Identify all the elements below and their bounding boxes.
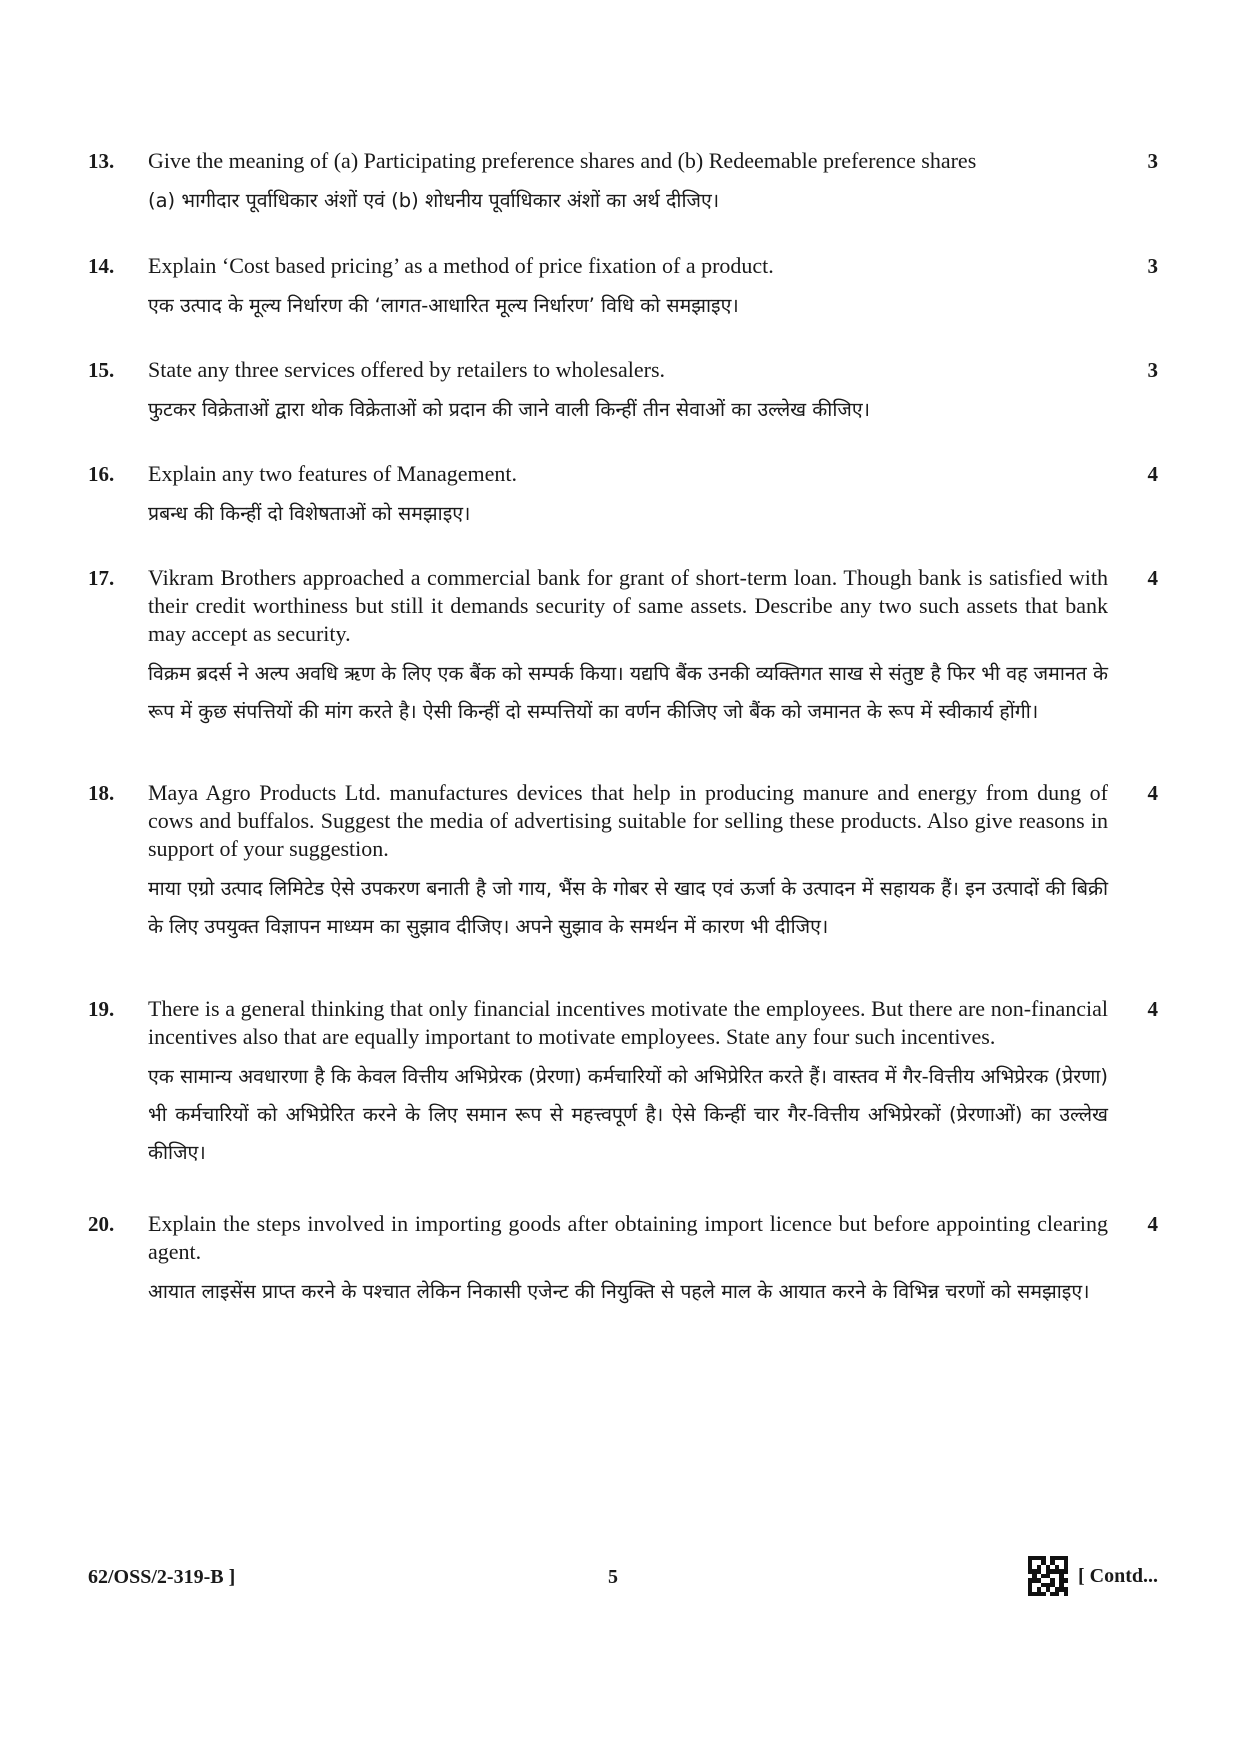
question-16 <box>88 460 1158 533</box>
question-text-hindi: प्रबन्ध की किन्हीं दो विशेषताओं को समझाइए। <box>148 502 471 525</box>
question-text-english: There is a general thinking that only financial incentives motivate the employees. But there are non-financial incentives also that are equally important to motivate employees. State any four such incentives. <box>148 996 1108 1049</box>
question-text-english: State any three services offered by retailers to wholesalers. <box>148 357 665 382</box>
question-13 <box>88 147 1158 220</box>
question-marks: 3 <box>1147 254 1158 278</box>
question-17 <box>88 564 1158 731</box>
question-text-hindi: एक सामान्य अवधारणा है कि केवल वित्तीय अभिप्रेरक (प्रेरणा) कर्मचारियों को अभिप्रेरित करते हैं। वास्तव में गैर-वित्तीय अभिप्रेरक (प्रेरणा) भी कर्मचारियों को अभिप्रेरित करने के लिए समान रूप से महत्त्वपूर्ण है। ऐसे किन्हीं चार गैर-वित्तीय अभिप्रेरकों (प्रेरणाओं) का उल्लेख कीजिए। <box>148 1065 1108 1164</box>
question-text-english: Maya Agro Products Ltd. manufactures devices that help in producing manure and energy from dung of cows and buffalos. Suggest the media of advertising suitable for selling these products. Also give reasons in support of your suggestion. <box>148 780 1108 861</box>
question-text-hindi: विक्रम ब्रदर्स ने अल्प अवधि ऋण के लिए एक बैंक को सम्पर्क किया। यद्यपि बैंक उनकी व्यक्तिगत साख से संतुष्ट है फिर भी वह जमानत के रूप में कुछ संपत्तियों की मांग करते है। ऐसी किन्हीं दो सम्पत्तियों का वर्णन कीजिए जो बैंक को जमानत के रूप में स्वीकार्य होंगी। <box>148 662 1108 723</box>
question-19 <box>88 995 1158 1172</box>
question-text-english: Explain the steps involved in importing goods after obtaining import licence but before appointing clearing agent. <box>148 1211 1108 1264</box>
footer-right-group <box>1028 1556 1158 1596</box>
question-number: 19. <box>88 997 115 1021</box>
question-number: 16. <box>88 462 115 486</box>
question-marks: 4 <box>1147 462 1158 486</box>
question-20 <box>88 1210 1158 1311</box>
continued-label: [ Contd... <box>1077 1565 1158 1587</box>
question-text-hindi: (a) भागीदार पूर्वाधिकार अंशों एवं (b) शोधनीय पूर्वाधिकार अंशों का अर्थ दीजिए। <box>148 189 720 212</box>
question-number: 20. <box>88 1212 115 1236</box>
qr-code-icon <box>1028 1556 1068 1596</box>
question-text-hindi: माया एग्रो उत्पाद लिमिटेड ऐसे उपकरण बनाती है जो गाय, भैंस के गोबर से खाद एवं ऊर्जा के उत्पादन में सहायक हैं। इन उत्पादों की बिक्री के लिए उपयुक्त विज्ञापन माध्यम का सुझाव दीजिए। अपने सुझाव के समर्थन में कारण भी दीजिए। <box>148 877 1108 938</box>
paper-code: 62/OSS/2-319-B ] <box>88 1566 236 1588</box>
question-text-english: Explain any two features of Management. <box>148 461 517 486</box>
question-18 <box>88 779 1158 946</box>
question-number: 15. <box>88 358 115 382</box>
page-footer <box>88 1562 1158 1592</box>
question-text-english: Vikram Brothers approached a commercial bank for grant of short-term loan. Though bank is satisfied with their credit worthiness but still it demands security of same assets. Describe any two such assets that bank may accept as security. <box>148 565 1108 646</box>
question-text-hindi: आयात लाइसेंस प्राप्त करने के पश्चात लेकिन निकासी एजेन्ट की नियुक्ति से पहले माल के आयात करने के विभिन्न चरणों को समझाइए। <box>148 1280 1090 1303</box>
question-marks: 4 <box>1147 781 1158 805</box>
question-number: 18. <box>88 781 115 805</box>
question-15 <box>88 356 1158 429</box>
question-number: 17. <box>88 566 115 590</box>
question-marks: 4 <box>1147 566 1158 590</box>
question-number: 14. <box>88 254 115 278</box>
question-text-english: Give the meaning of (a) Participating preference shares and (b) Redeemable preference shares <box>148 148 977 173</box>
question-text-hindi: फुटकर विक्रेताओं द्वारा थोक विक्रेताओं को प्रदान की जाने वाली किन्हीं तीन सेवाओं का उल्लेख कीजिए। <box>148 398 871 421</box>
question-marks: 4 <box>1147 997 1158 1021</box>
qr-module <box>1064 1592 1068 1596</box>
question-marks: 3 <box>1147 358 1158 382</box>
question-text-english: Explain ‘Cost based pricing’ as a method of price fixation of a product. <box>148 253 774 278</box>
question-14 <box>88 252 1158 325</box>
question-text-hindi: एक उत्पाद के मूल्य निर्धारण की ‘लागत-आधारित मूल्य निर्धारण’ विधि को समझाइए। <box>148 294 739 317</box>
question-number: 13. <box>88 149 115 173</box>
question-marks: 3 <box>1147 149 1158 173</box>
page-number: 5 <box>608 1566 618 1588</box>
question-marks: 4 <box>1147 1212 1158 1236</box>
